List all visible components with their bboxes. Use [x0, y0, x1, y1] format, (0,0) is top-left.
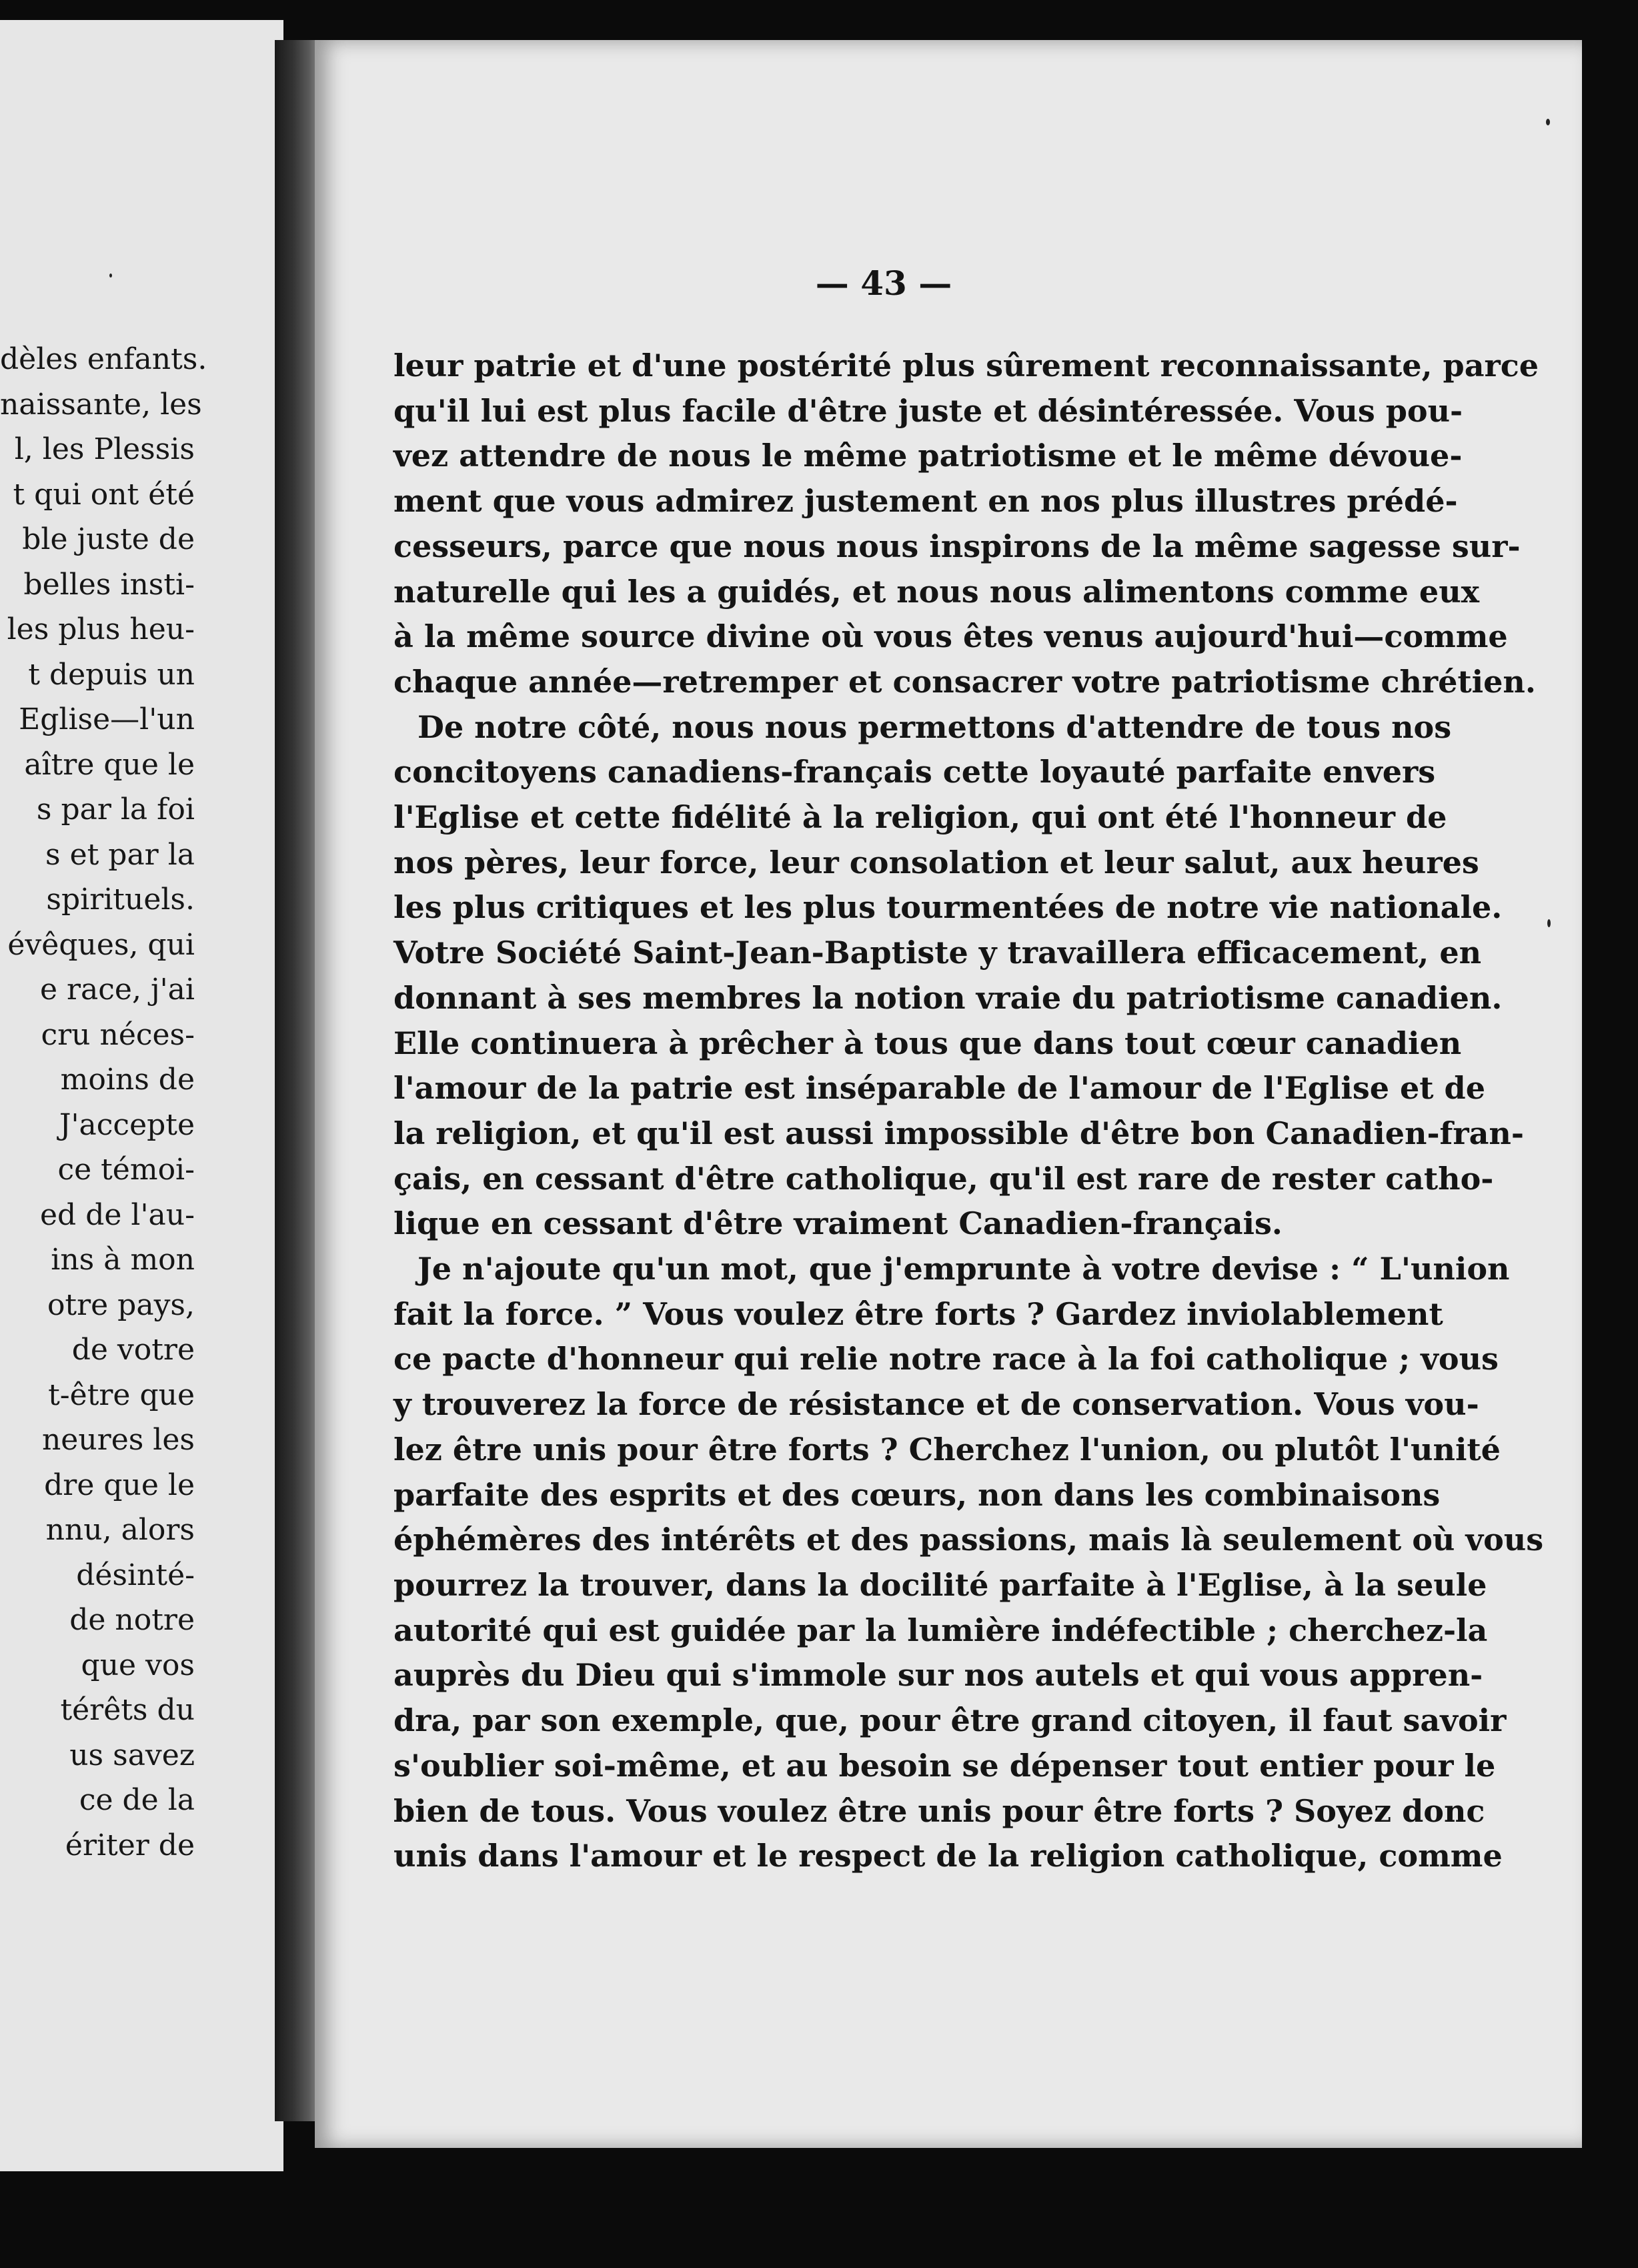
page-number: — 43 — — [815, 263, 952, 303]
text-line: éphémères des intérêts et des passions, mais là seulement où vous — [393, 1522, 1544, 1558]
left-line: ins à mon — [51, 1243, 195, 1277]
left-line: s et par la — [45, 837, 195, 872]
left-line: otre pays, — [47, 1287, 195, 1322]
text-line: fait la force. ” Vous voulez être forts ? Gardez inviolablement — [393, 1295, 1443, 1332]
left-line: ce de la — [79, 1783, 195, 1817]
text-line: unis dans l'amour et le respect de la religion catholique, comme — [393, 1838, 1503, 1874]
left-line: ble juste de — [22, 522, 195, 556]
text-line: lez être unis pour être forts ? Cherchez l'union, ou plutôt l'unité — [393, 1431, 1501, 1468]
left-line: ériter de — [65, 1828, 195, 1862]
text-line: la religion, et qu'il est aussi impossible d'être bon Canadien-fran- — [393, 1115, 1524, 1151]
left-line: J'accepte — [59, 1107, 195, 1142]
left-line: e race, j'ai — [40, 973, 195, 1007]
text-line: l'amour de la patrie est inséparable de l'amour de l'Eglise et de — [393, 1070, 1485, 1107]
text-line: s'oublier soi-même, et au besoin se dépenser tout entier pour le — [393, 1747, 1496, 1784]
left-line: de notre — [69, 1603, 195, 1637]
text-line: parfaite des esprits et des cœurs, non dans les combinaisons — [393, 1476, 1441, 1513]
text-line: nos pères, leur force, leur consolation et leur salut, aux heures — [393, 844, 1479, 881]
text-line: à la même source divine où vous êtes venus aujourd'hui—comme — [393, 618, 1508, 655]
text-line: De notre côté, nous nous permettons d'attendre de tous nos — [418, 708, 1452, 745]
left-line: spirituels. — [46, 883, 195, 917]
left-line: t depuis un — [28, 657, 195, 692]
left-line: moins de — [60, 1063, 195, 1097]
left-line: cru néces- — [41, 1017, 195, 1052]
text-line: y trouverez la force de résistance et de conservation. Vous vou- — [393, 1386, 1479, 1423]
left-line: s par la foi — [36, 792, 195, 826]
text-line: Votre Société Saint-Jean-Baptiste y travaillera efficacement, en — [393, 935, 1482, 971]
left-line: les plus heu- — [7, 612, 195, 646]
left-line: dèles enfants. — [0, 342, 207, 376]
left-line: l, les Plessis — [14, 432, 195, 466]
left-line: t-être que — [48, 1377, 195, 1412]
text-line: concitoyens canadiens-français cette loyauté parfaite envers — [393, 754, 1436, 790]
left-line: Eglise—l'un — [19, 702, 195, 736]
left-line: térêts du — [60, 1693, 195, 1727]
text-line: çais, en cessant d'être catholique, qu'il est rare de rester catho- — [393, 1160, 1494, 1197]
left-line: évêques, qui — [7, 927, 195, 962]
left-line: us savez — [69, 1738, 195, 1772]
text-line: auprès du Dieu qui s'immole sur nos autels et qui vous appren- — [393, 1657, 1483, 1694]
left-line: ce témoi- — [57, 1153, 195, 1187]
book-gutter — [275, 40, 320, 2121]
left-line: belles insti- — [23, 567, 195, 602]
text-line: leur patrie et d'une postérité plus sûrement reconnaissante, parce — [393, 348, 1539, 384]
text-line: ce pacte d'honneur qui relie notre race à la foi catholique ; vous — [393, 1341, 1499, 1377]
scan-speck — [109, 273, 112, 277]
left-line: de votre — [71, 1333, 195, 1367]
paragraph-2 — [393, 705, 1524, 1247]
paragraph-1 — [393, 344, 1539, 705]
text-line: pourrez la trouver, dans la docilité parfaite à l'Eglise, à la seule — [393, 1566, 1487, 1603]
left-page — [0, 20, 283, 2171]
text-line: chaque année—retremper et consacrer votre patriotisme chrétien. — [393, 663, 1536, 700]
text-line: les plus critiques et les plus tourmentées de notre vie nationale. — [393, 889, 1503, 926]
text-line: dra, par son exemple, que, pour être grand citoyen, il faut savoir — [393, 1702, 1507, 1739]
text-line: cesseurs, parce que nous nous inspirons de la même sagesse sur- — [393, 528, 1521, 564]
left-line: désinté- — [76, 1558, 195, 1592]
text-line: Je n'ajoute qu'un mot, que j'emprunte à votre devise : “ L'union — [418, 1251, 1510, 1287]
left-line: ed de l'au- — [40, 1197, 195, 1232]
text-line: bien de tous. Vous voulez être unis pour être forts ? Soyez donc — [393, 1792, 1485, 1829]
left-line: neures les — [41, 1423, 195, 1457]
left-line: dre que le — [44, 1468, 195, 1502]
text-line: autorité qui est guidée par la lumière indéfectible ; cherchez-la — [393, 1612, 1488, 1648]
text-line: vez attendre de nous le même patriotisme et le même dévoue- — [393, 438, 1463, 474]
paragraph-3 — [393, 1247, 1544, 1879]
left-line: nnu, alors — [45, 1513, 195, 1547]
text-line: qu'il lui est plus facile d'être juste et désintéressée. Vous pou- — [393, 392, 1463, 429]
left-line: t qui ont été — [13, 477, 195, 512]
text-line: Elle continuera à prêcher à tous que dans tout cœur canadien — [393, 1025, 1462, 1061]
text-line: naturelle qui les a guidés, et nous nous alimentons comme eux — [393, 573, 1480, 610]
left-line: aître que le — [24, 747, 195, 782]
scan-speck — [1547, 919, 1551, 927]
text-line: lique en cessant d'être vraiment Canadien-français. — [393, 1205, 1283, 1242]
text-line: donnant à ses membres la notion vraie du patriotisme canadien. — [393, 979, 1503, 1016]
text-line: l'Eglise et cette fidélité à la religion, qui ont été l'honneur de — [393, 799, 1447, 836]
text-line: ment que vous admirez justement en nos plus illustres prédé- — [393, 483, 1458, 520]
body-text — [393, 344, 1544, 1879]
left-line: naissante, les — [0, 387, 202, 422]
left-line: que vos — [81, 1648, 195, 1682]
scan-speck — [1546, 119, 1550, 125]
left-page-text — [0, 337, 207, 1868]
